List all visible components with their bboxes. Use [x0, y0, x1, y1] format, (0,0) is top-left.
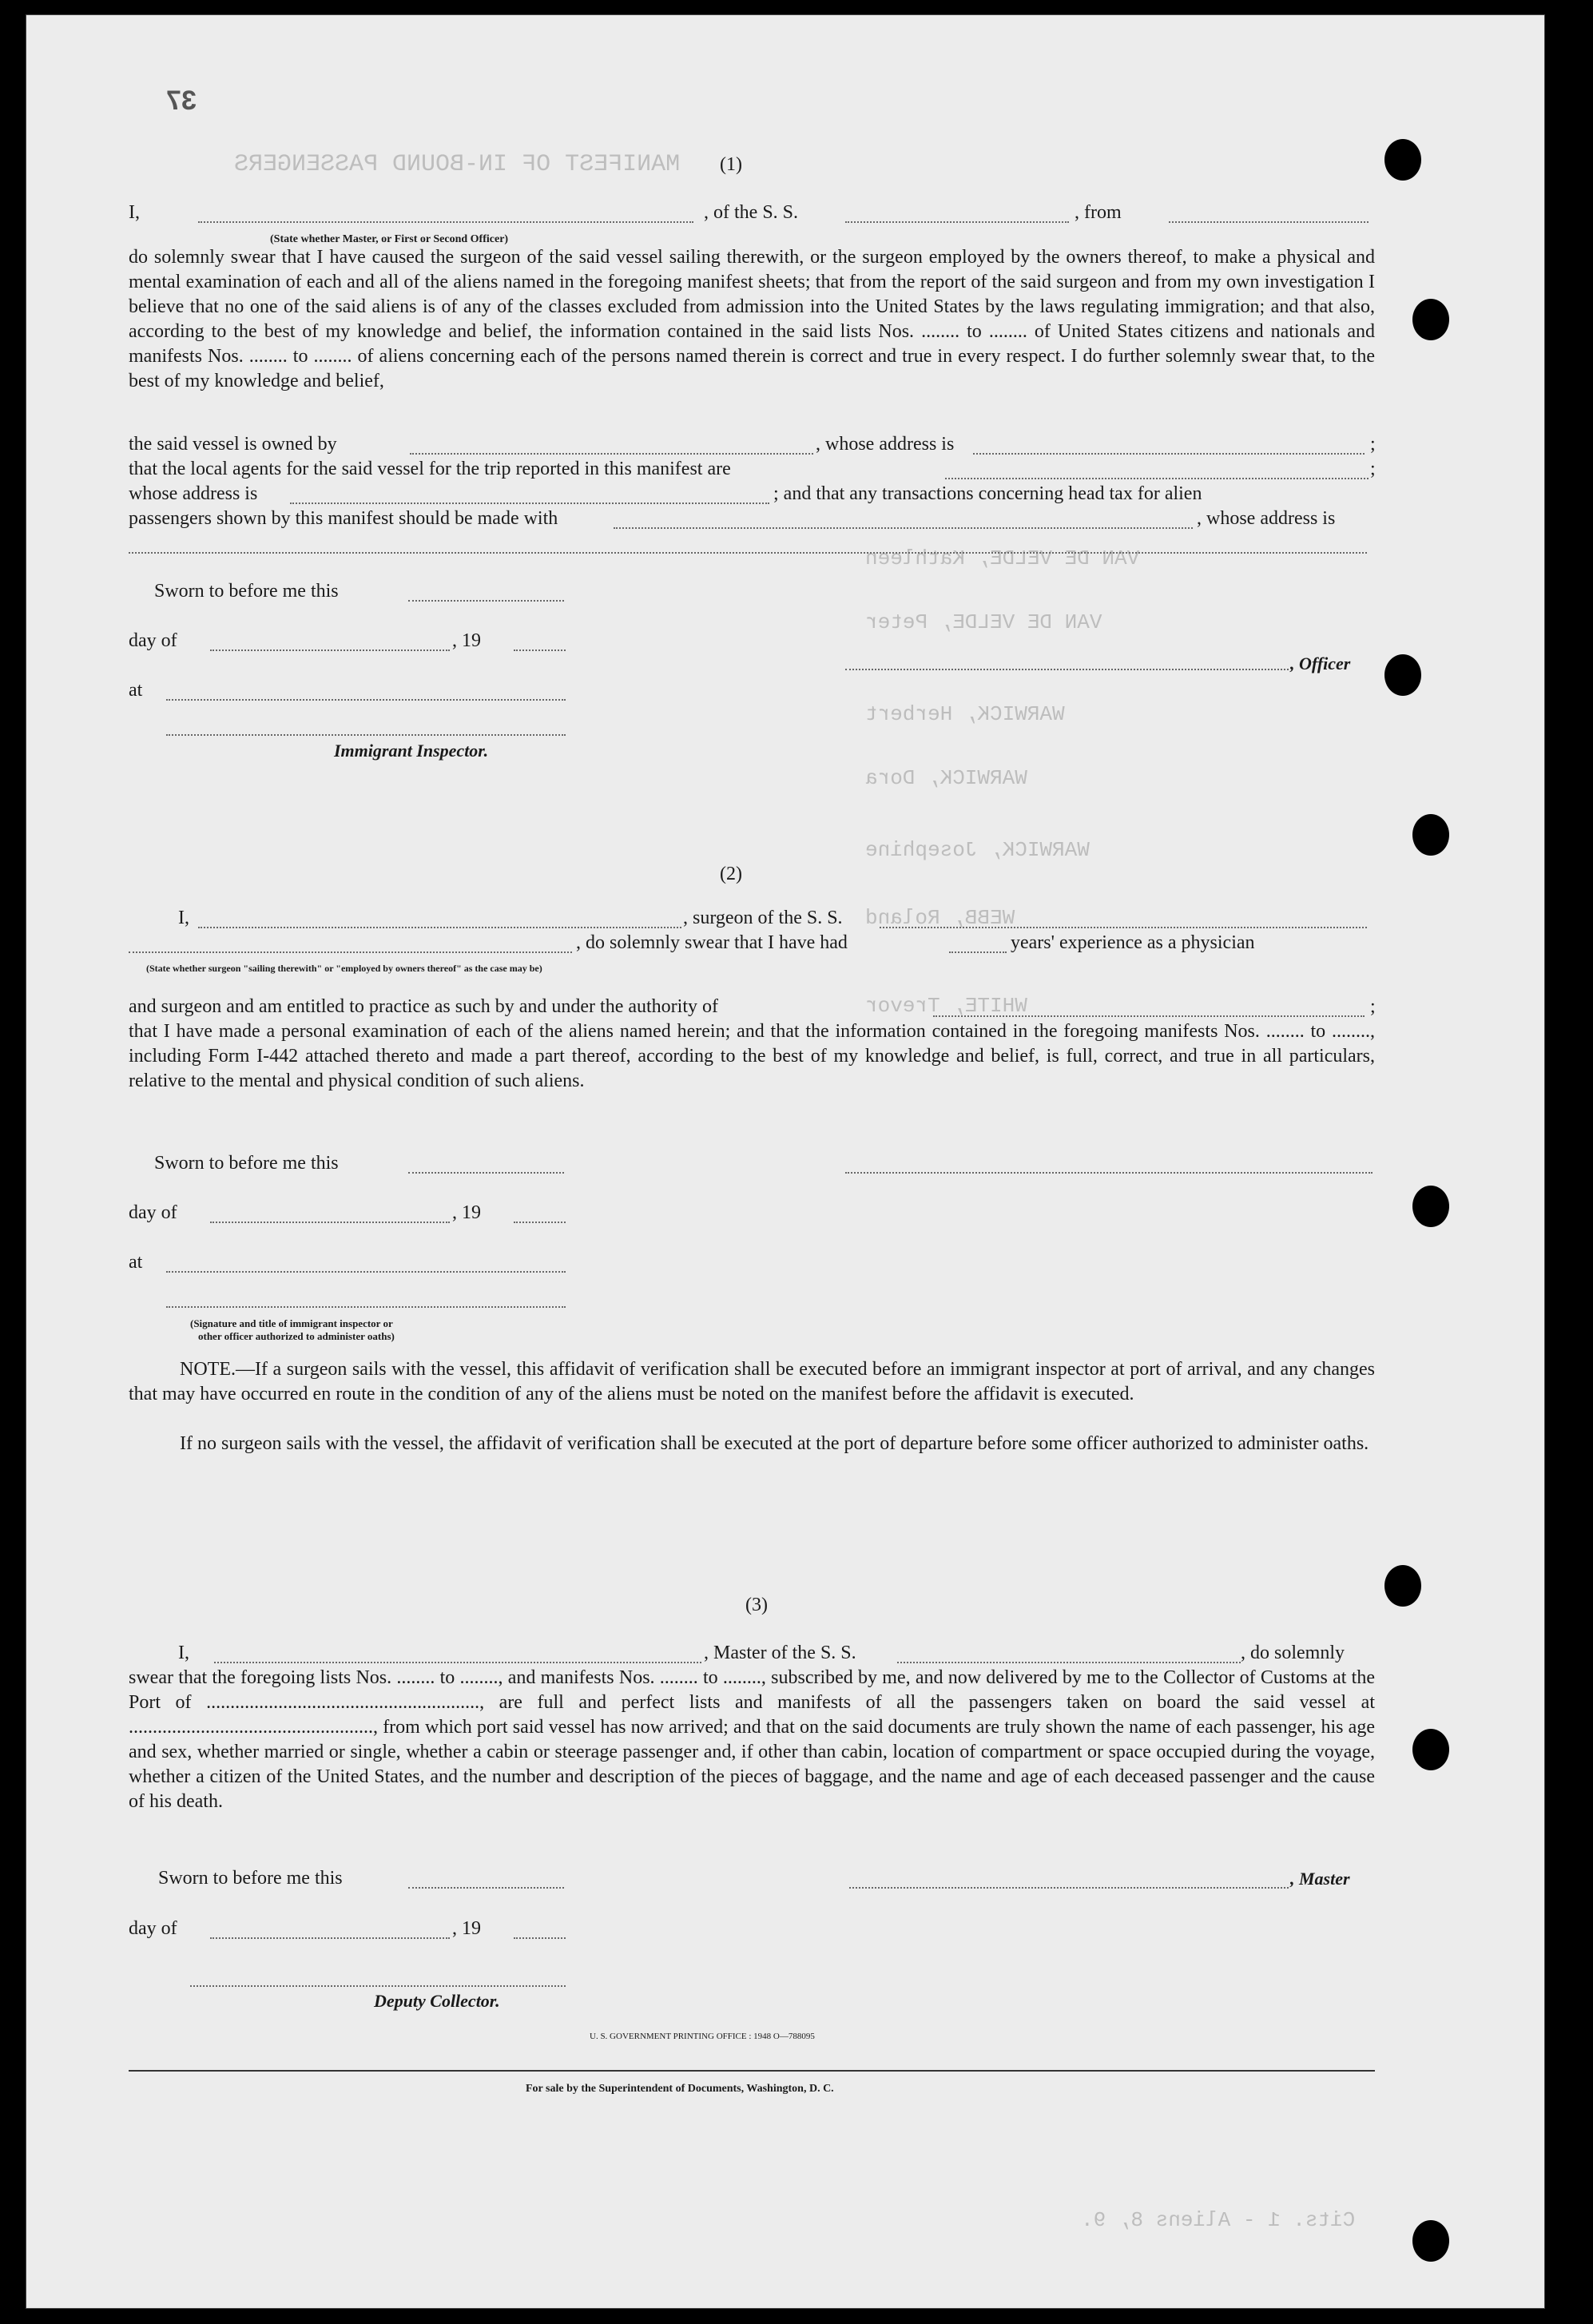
fill-line [408, 1887, 564, 1889]
do-solemnly-label: , do solemnly [1241, 1643, 1345, 1663]
section-3-i: I, [178, 1643, 189, 1663]
fill-line [408, 1172, 564, 1174]
signature-line [849, 1887, 1289, 1889]
fill-line [198, 221, 693, 223]
binder-hole [1412, 2220, 1449, 2262]
deputy-collector-title: Deputy Collector. [374, 1991, 500, 2011]
section-1-caption: (State whether Master, or First or Second Officer) [270, 233, 509, 245]
passengers-address-label: , whose address is [1197, 508, 1336, 529]
bleed-through-text: MANIFEST OF IN-BOUND PASSENGERS [234, 151, 681, 178]
owned-by-label: the said vessel is owned by [129, 434, 337, 455]
section-2-i: I, [178, 908, 189, 928]
bleed-through-text: WARWICK, Josephine [865, 838, 1090, 862]
bleed-through-text: WARWICK, Herbert [865, 702, 1065, 726]
binder-hole [1412, 814, 1449, 856]
signature-line [166, 1306, 566, 1308]
fill-line [198, 927, 681, 928]
fill-line [408, 600, 564, 602]
note-label: NOTE. [180, 1359, 236, 1380]
bleed-through-text: VAN DE VELDE, Peter [865, 610, 1102, 634]
section-1-body: do solemnly swear that I have caused the surgeon of the said vessel sailing therewith, or the surgeon employed by the owners thereof, to make a physical and mental examination of each and all of the aliens named in the foregoing manifest sheets; that from the report of the said surgeon and from my own investigation I believe that no one of the said aliens is of any of the classes excluded from admission into the United States by the laws regulating immigration; and that also, according to the best of my knowledge and belief, the information contained in the said lists Nos. ........ to ........ of United States citizens and nationals and manifests Nos. ........ to ........ of aliens concerning each of the persons named therein is correct and true in every respect. I do further solemnly swear that, to the best of my knowledge and belief, [129, 247, 1375, 391]
fill-line [933, 1015, 1365, 1017]
inspector-title: Immigrant Inspector. [334, 741, 489, 761]
section-3-body: swear that the foregoing lists Nos. ........ to ........, and manifests Nos. ........ to ........, subscribed by me, and now delivered by me to the Collector of Customs at the Port of ........................................................., are full and perfect lists and manifests of all the passengers taken on board the said vessel at ..................................................., from which port said vessel has now arrived; and that on the said documents are truly shown the name of each passenger, his age and sex, whether married or single, whether a cabin or steerage passenger and, if other than cabin, location of compartment or space occupied during the voyage, whether a citizen of the United States, and the number and description of the pieces of baggage, and the name and age of each deceased passenger and the cause of his death. [129, 1667, 1375, 1812]
binder-hole [1412, 299, 1449, 340]
fill-line [897, 1662, 1241, 1663]
year-label-2: , 19 [452, 1202, 481, 1223]
fill-line [949, 951, 1007, 953]
fill-line [514, 650, 566, 651]
authority-label: and surgeon and am entitled to practice as such by and under the authority of [129, 996, 718, 1017]
section-1-of-ss: , of the S. S. [704, 202, 799, 223]
sworn-label-3: Sworn to before me this [158, 1868, 343, 1889]
surgeon-of-label: , surgeon of the S. S. [683, 908, 843, 928]
bleed-through-text: WARWICK, Dora [865, 766, 1027, 790]
fill-line [945, 478, 1369, 479]
for-sale-text: For sale by the Superintendent of Documents, Washington, D. C. [526, 2083, 834, 2095]
bleed-through-text: WEBB, Roland [865, 906, 1015, 930]
fill-line [210, 1937, 450, 1939]
binder-hole [1412, 1186, 1449, 1227]
master-of-label: , Master of the S. S. [704, 1643, 856, 1663]
owner-address-label: , whose address is [816, 434, 955, 455]
bleed-through-text: Cits. 1 - Aliens 8, 9. [1081, 2208, 1356, 2232]
bleed-through-text: WHITE, Trevor [865, 994, 1027, 1018]
fill-line [290, 503, 769, 504]
years-label: years' experience as a physician [1011, 932, 1255, 953]
fill-line [614, 527, 1193, 529]
fill-line [210, 650, 450, 651]
semicolon: ; [1370, 434, 1376, 455]
sig-caption-1: (Signature and title of immigrant inspector or [190, 1317, 393, 1329]
fill-line [514, 1222, 566, 1223]
binder-hole [1384, 1565, 1421, 1607]
bottom-rule [129, 2070, 1375, 2072]
agents-label: that the local agents for the said vessel for the trip reported in this manifest are [129, 459, 731, 479]
binder-hole [1384, 139, 1421, 181]
sworn-label-1: Sworn to before me this [154, 581, 339, 602]
section-1-number: (1) [720, 154, 742, 175]
fill-line [1169, 221, 1369, 223]
printing-office: U. S. GOVERNMENT PRINTING OFFICE : 1948 O—788095 [590, 2032, 815, 2041]
fill-line [410, 453, 813, 455]
signature-line [190, 1985, 566, 1987]
master-title: , Master [1290, 1869, 1350, 1889]
fill-line [845, 221, 1069, 223]
section-3-number: (3) [745, 1595, 768, 1615]
section-2-caption: (State whether surgeon "sailing therewith" or "employed by owners thereof" as the case may be) [146, 963, 542, 974]
semicolon: ; [1370, 459, 1376, 479]
note-text-2: If no surgeon sails with the vessel, the affidavit of verification shall be executed at the port of departure before some officer authorized to administer oaths. [180, 1433, 1369, 1454]
fill-line [880, 927, 1367, 928]
bleed-through-text: VAN DE VELDE, Kathleen [865, 546, 1140, 570]
day-of-label-2: day of [129, 1202, 177, 1223]
fill-line [129, 552, 1367, 554]
swear-label: , do solemnly swear that I have had [576, 932, 848, 953]
manifest-page [26, 14, 1545, 2309]
fill-line [166, 699, 566, 701]
binder-hole [1412, 1729, 1449, 1770]
section-2-body: that I have made a personal examination of each of the aliens named herein; and that the information contained in the foregoing manifests Nos. ........ to ........, including Form I-442 attached thereto and made a part thereof, according to the best of my knowledge and belief, is full, correct, and true in all particulars, relative to the mental and physical condition of such aliens. [129, 1021, 1375, 1091]
page-number: 37 [166, 85, 197, 116]
section-2-number: (2) [720, 864, 742, 884]
section-1-i: I, [129, 202, 140, 223]
semicolon: ; [1370, 996, 1376, 1017]
signature-line [166, 734, 566, 736]
passengers-text: passengers shown by this manifest should be made with [129, 508, 558, 529]
section-1-from: , from [1075, 202, 1122, 223]
day-of-label-3: day of [129, 1918, 177, 1939]
fill-line [129, 951, 572, 953]
day-of-label-1: day of [129, 630, 177, 651]
head-tax-text: ; and that any transactions concerning head tax for alien [773, 483, 1202, 504]
year-label-1: , 19 [452, 630, 481, 651]
binder-hole [1384, 654, 1421, 696]
fill-line [514, 1937, 566, 1939]
at-label-1: at [129, 680, 143, 701]
year-label-3: , 19 [452, 1918, 481, 1939]
signature-line [845, 1172, 1373, 1174]
sig-caption-2: other officer authorized to administer oaths) [198, 1330, 395, 1342]
note-paragraph-1 [129, 1357, 1375, 1407]
fill-line [166, 1271, 566, 1273]
agents-address-label: whose address is [129, 483, 258, 504]
fill-line [214, 1662, 701, 1663]
signature-line [845, 669, 1289, 670]
fill-line [210, 1222, 450, 1223]
officer-title: , Officer [1290, 654, 1351, 673]
sworn-label-2: Sworn to before me this [154, 1153, 339, 1174]
note-paragraph-2 [129, 1432, 1375, 1456]
fill-line [973, 453, 1365, 455]
at-label-2: at [129, 1252, 143, 1273]
note-text-1: —If a surgeon sails with the vessel, this affidavit of verification shall be executed before an immigrant inspector at port of arrival, and any changes that may have occurred en route in the condition of any of the aliens must be noted on the manifest before the affidavit is executed. [129, 1359, 1375, 1404]
